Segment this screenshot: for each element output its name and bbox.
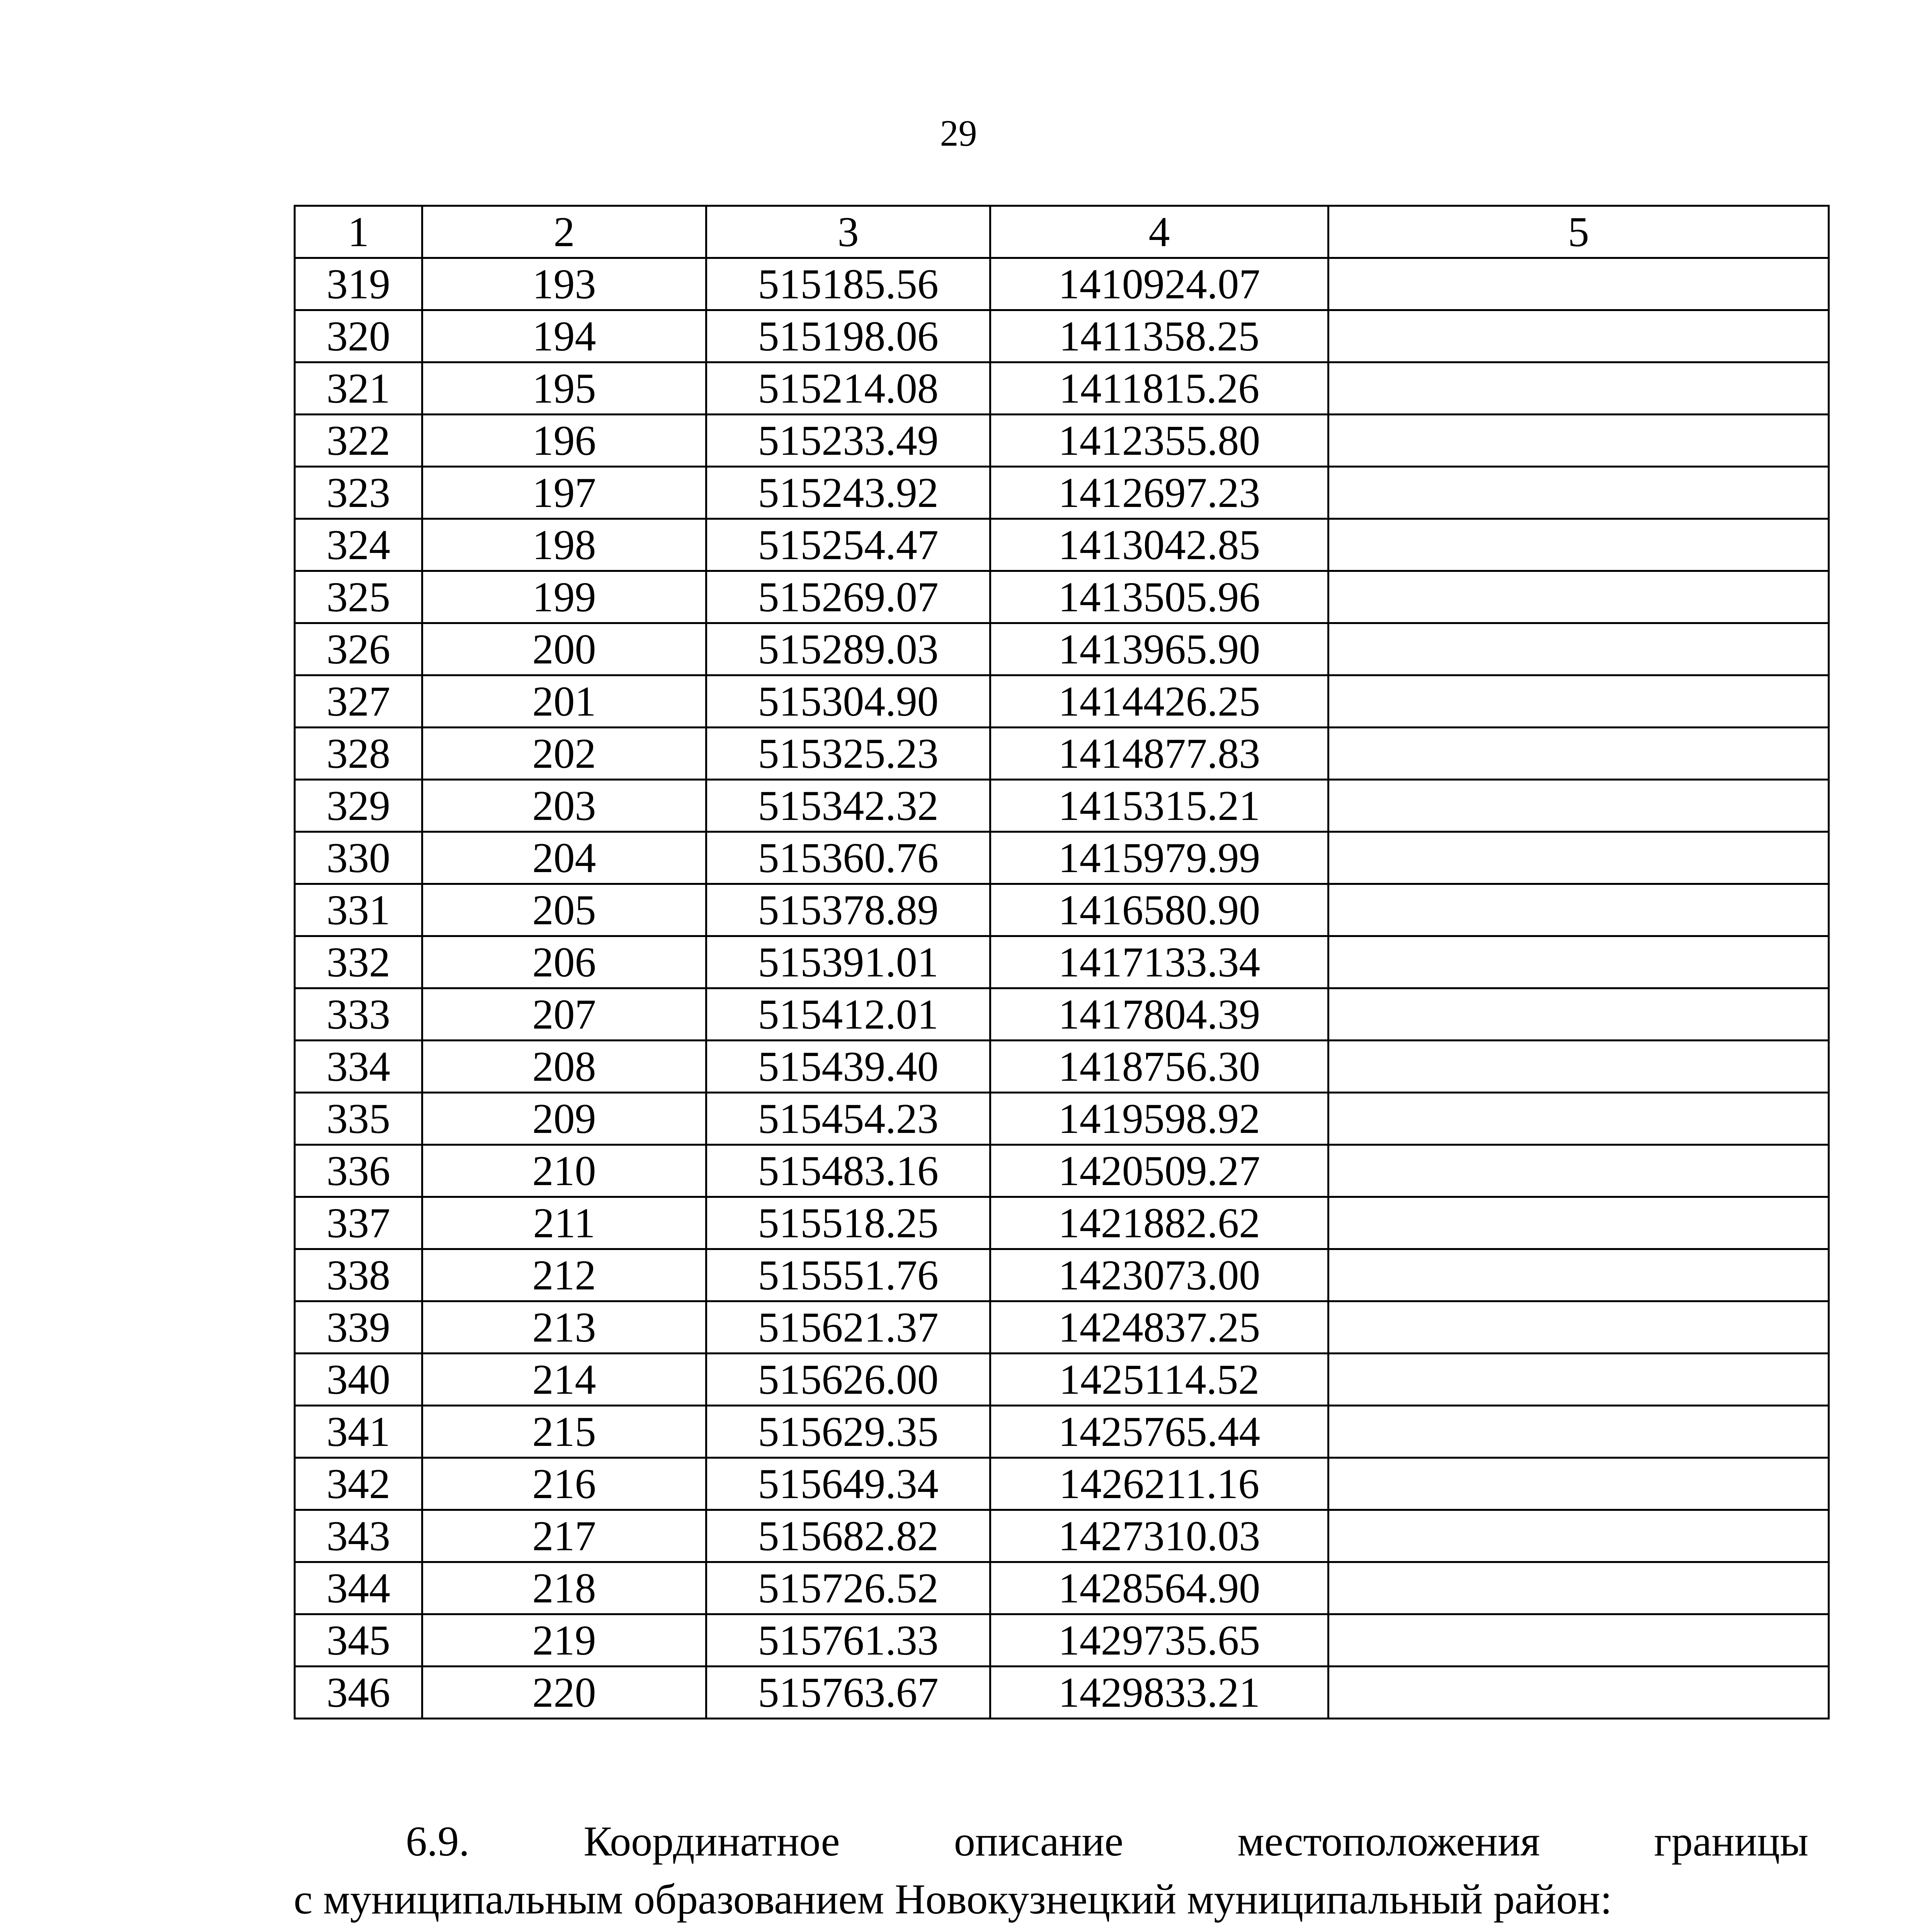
cell-x: 515378.89 xyxy=(706,884,990,936)
cell-number: 329 xyxy=(295,780,422,832)
cell-point: 214 xyxy=(422,1354,706,1406)
cell-note xyxy=(1328,675,1829,728)
cell-note xyxy=(1328,936,1829,988)
cell-note xyxy=(1328,1249,1829,1301)
cell-y: 1413505.96 xyxy=(990,571,1328,623)
cell-note xyxy=(1328,1301,1829,1354)
cell-note xyxy=(1328,258,1829,310)
cell-x: 515233.49 xyxy=(706,415,990,467)
cell-x: 515626.00 xyxy=(706,1354,990,1406)
cell-number: 342 xyxy=(295,1458,422,1510)
column-number: 5 xyxy=(1328,206,1829,258)
cell-point: 209 xyxy=(422,1093,706,1145)
cell-x: 515761.33 xyxy=(706,1614,990,1667)
cell-x: 515243.92 xyxy=(706,467,990,519)
cell-point: 215 xyxy=(422,1406,706,1458)
table-row xyxy=(295,780,1829,832)
cell-y: 1413042.85 xyxy=(990,519,1328,571)
table-row xyxy=(295,675,1829,728)
cell-number: 345 xyxy=(295,1614,422,1667)
cell-note xyxy=(1328,832,1829,884)
cell-number: 333 xyxy=(295,988,422,1041)
cell-y: 1411358.25 xyxy=(990,310,1328,362)
cell-y: 1416580.90 xyxy=(990,884,1328,936)
cell-y: 1426211.16 xyxy=(990,1458,1328,1510)
cell-note xyxy=(1328,988,1829,1041)
cell-number: 322 xyxy=(295,415,422,467)
cell-note xyxy=(1328,1197,1829,1249)
cell-number: 319 xyxy=(295,258,422,310)
cell-number: 331 xyxy=(295,884,422,936)
cell-note xyxy=(1328,1093,1829,1145)
table-row xyxy=(295,571,1829,623)
cell-y: 1423073.00 xyxy=(990,1249,1328,1301)
cell-note xyxy=(1328,362,1829,415)
section-word: границы xyxy=(1654,1818,1808,1865)
cell-y: 1417804.39 xyxy=(990,988,1328,1041)
table-row xyxy=(295,362,1829,415)
cell-point: 213 xyxy=(422,1301,706,1354)
cell-number: 343 xyxy=(295,1510,422,1562)
cell-number: 326 xyxy=(295,623,422,675)
cell-y: 1418756.30 xyxy=(990,1041,1328,1093)
cell-point: 220 xyxy=(422,1667,706,1719)
cell-point: 194 xyxy=(422,310,706,362)
table-row xyxy=(295,415,1829,467)
cell-point: 198 xyxy=(422,519,706,571)
cell-x: 515391.01 xyxy=(706,936,990,988)
cell-note xyxy=(1328,884,1829,936)
cell-y: 1415979.99 xyxy=(990,832,1328,884)
cell-x: 515412.01 xyxy=(706,988,990,1041)
cell-number: 337 xyxy=(295,1197,422,1249)
cell-number: 344 xyxy=(295,1562,422,1614)
table-row xyxy=(295,1145,1829,1197)
table-row xyxy=(295,936,1829,988)
table-row xyxy=(295,623,1829,675)
table-row xyxy=(295,310,1829,362)
table-row xyxy=(295,884,1829,936)
cell-number: 323 xyxy=(295,467,422,519)
cell-y: 1411815.26 xyxy=(990,362,1328,415)
cell-point: 196 xyxy=(422,415,706,467)
cell-note xyxy=(1328,1614,1829,1667)
cell-x: 515649.34 xyxy=(706,1458,990,1510)
cell-x: 515289.03 xyxy=(706,623,990,675)
cell-x: 515763.67 xyxy=(706,1667,990,1719)
column-number: 1 xyxy=(295,206,422,258)
cell-y: 1421882.62 xyxy=(990,1197,1328,1249)
cell-x: 515360.76 xyxy=(706,832,990,884)
table-row xyxy=(295,1093,1829,1145)
cell-y: 1428564.90 xyxy=(990,1562,1328,1614)
table-row xyxy=(295,1197,1829,1249)
cell-x: 515198.06 xyxy=(706,310,990,362)
cell-point: 193 xyxy=(422,258,706,310)
cell-point: 219 xyxy=(422,1614,706,1667)
cell-x: 515629.35 xyxy=(706,1406,990,1458)
cell-y: 1414877.83 xyxy=(990,728,1328,780)
cell-x: 515621.37 xyxy=(706,1301,990,1354)
cell-point: 200 xyxy=(422,623,706,675)
cell-x: 515454.23 xyxy=(706,1093,990,1145)
cell-number: 339 xyxy=(295,1301,422,1354)
table-row xyxy=(295,258,1829,310)
section-number: 6.9. xyxy=(406,1818,469,1865)
table-row xyxy=(295,1041,1829,1093)
cell-note xyxy=(1328,571,1829,623)
column-number: 3 xyxy=(706,206,990,258)
cell-y: 1412697.23 xyxy=(990,467,1328,519)
table-row xyxy=(295,1354,1829,1406)
cell-note xyxy=(1328,780,1829,832)
cell-note xyxy=(1328,1354,1829,1406)
cell-note xyxy=(1328,1667,1829,1719)
table-row xyxy=(295,1249,1829,1301)
cell-note xyxy=(1328,1458,1829,1510)
cell-point: 206 xyxy=(422,936,706,988)
cell-x: 515518.25 xyxy=(706,1197,990,1249)
cell-point: 202 xyxy=(422,728,706,780)
cell-y: 1429735.65 xyxy=(990,1614,1328,1667)
column-number: 2 xyxy=(422,206,706,258)
cell-number: 320 xyxy=(295,310,422,362)
cell-x: 515325.23 xyxy=(706,728,990,780)
cell-number: 321 xyxy=(295,362,422,415)
cell-x: 515726.52 xyxy=(706,1562,990,1614)
cell-x: 515185.56 xyxy=(706,258,990,310)
cell-x: 515682.82 xyxy=(706,1510,990,1562)
cell-note xyxy=(1328,310,1829,362)
cell-number: 336 xyxy=(295,1145,422,1197)
cell-y: 1429833.21 xyxy=(990,1667,1328,1719)
cell-x: 515483.16 xyxy=(706,1145,990,1197)
section-6-9-heading xyxy=(294,1812,1808,1928)
cell-number: 332 xyxy=(295,936,422,988)
cell-point: 210 xyxy=(422,1145,706,1197)
cell-point: 203 xyxy=(422,780,706,832)
cell-y: 1417133.34 xyxy=(990,936,1328,988)
section-word: описание xyxy=(954,1818,1124,1865)
cell-x: 515304.90 xyxy=(706,675,990,728)
cell-x: 515342.32 xyxy=(706,780,990,832)
table-row xyxy=(295,1301,1829,1354)
cell-y: 1424837.25 xyxy=(990,1301,1328,1354)
table-row xyxy=(295,519,1829,571)
cell-point: 208 xyxy=(422,1041,706,1093)
table-row xyxy=(295,1406,1829,1458)
cell-number: 346 xyxy=(295,1667,422,1719)
cell-number: 328 xyxy=(295,728,422,780)
cell-number: 334 xyxy=(295,1041,422,1093)
cell-x: 515269.07 xyxy=(706,571,990,623)
cell-number: 330 xyxy=(295,832,422,884)
cell-note xyxy=(1328,467,1829,519)
table-row xyxy=(295,832,1829,884)
section-heading-line-1 xyxy=(294,1812,1808,1870)
cell-point: 217 xyxy=(422,1510,706,1562)
cell-x: 515439.40 xyxy=(706,1041,990,1093)
table-row xyxy=(295,1562,1829,1614)
cell-x: 515254.47 xyxy=(706,519,990,571)
cell-y: 1420509.27 xyxy=(990,1145,1328,1197)
table-row xyxy=(295,1510,1829,1562)
cell-number: 335 xyxy=(295,1093,422,1145)
cell-point: 201 xyxy=(422,675,706,728)
cell-y: 1415315.21 xyxy=(990,780,1328,832)
cell-y: 1419598.92 xyxy=(990,1093,1328,1145)
cell-point: 199 xyxy=(422,571,706,623)
cell-y: 1425765.44 xyxy=(990,1406,1328,1458)
column-numbers-row xyxy=(295,206,1829,258)
table-row xyxy=(295,728,1829,780)
cell-point: 204 xyxy=(422,832,706,884)
cell-point: 216 xyxy=(422,1458,706,1510)
cell-point: 207 xyxy=(422,988,706,1041)
table-row xyxy=(295,988,1829,1041)
section-word: Координатное xyxy=(583,1818,840,1865)
cell-note xyxy=(1328,1041,1829,1093)
cell-note xyxy=(1328,1510,1829,1562)
cell-note xyxy=(1328,728,1829,780)
cell-note xyxy=(1328,519,1829,571)
cell-number: 325 xyxy=(295,571,422,623)
table-row xyxy=(295,467,1829,519)
cell-number: 324 xyxy=(295,519,422,571)
section-heading-line-2: с муниципальным образованием Новокузнецкий муниципальный район: xyxy=(294,1876,1612,1923)
cell-number: 340 xyxy=(295,1354,422,1406)
cell-y: 1414426.25 xyxy=(990,675,1328,728)
section-word: местоположения xyxy=(1237,1818,1540,1865)
cell-point: 218 xyxy=(422,1562,706,1614)
cell-point: 197 xyxy=(422,467,706,519)
table-row xyxy=(295,1667,1829,1719)
cell-y: 1427310.03 xyxy=(990,1510,1328,1562)
cell-note xyxy=(1328,623,1829,675)
cell-point: 195 xyxy=(422,362,706,415)
column-number: 4 xyxy=(990,206,1328,258)
cell-note xyxy=(1328,1562,1829,1614)
cell-y: 1412355.80 xyxy=(990,415,1328,467)
page-number: 29 xyxy=(940,112,977,154)
cell-x: 515551.76 xyxy=(706,1249,990,1301)
cell-y: 1413965.90 xyxy=(990,623,1328,675)
cell-point: 211 xyxy=(422,1197,706,1249)
cell-number: 341 xyxy=(295,1406,422,1458)
cell-point: 205 xyxy=(422,884,706,936)
coordinates-table-continued xyxy=(294,205,1830,1719)
cell-note xyxy=(1328,1406,1829,1458)
cell-y: 1410924.07 xyxy=(990,258,1328,310)
cell-number: 338 xyxy=(295,1249,422,1301)
cell-note xyxy=(1328,415,1829,467)
table-row xyxy=(295,1614,1829,1667)
table-row xyxy=(295,1458,1829,1510)
cell-note xyxy=(1328,1145,1829,1197)
cell-number: 327 xyxy=(295,675,422,728)
cell-point: 212 xyxy=(422,1249,706,1301)
cell-x: 515214.08 xyxy=(706,362,990,415)
cell-y: 1425114.52 xyxy=(990,1354,1328,1406)
